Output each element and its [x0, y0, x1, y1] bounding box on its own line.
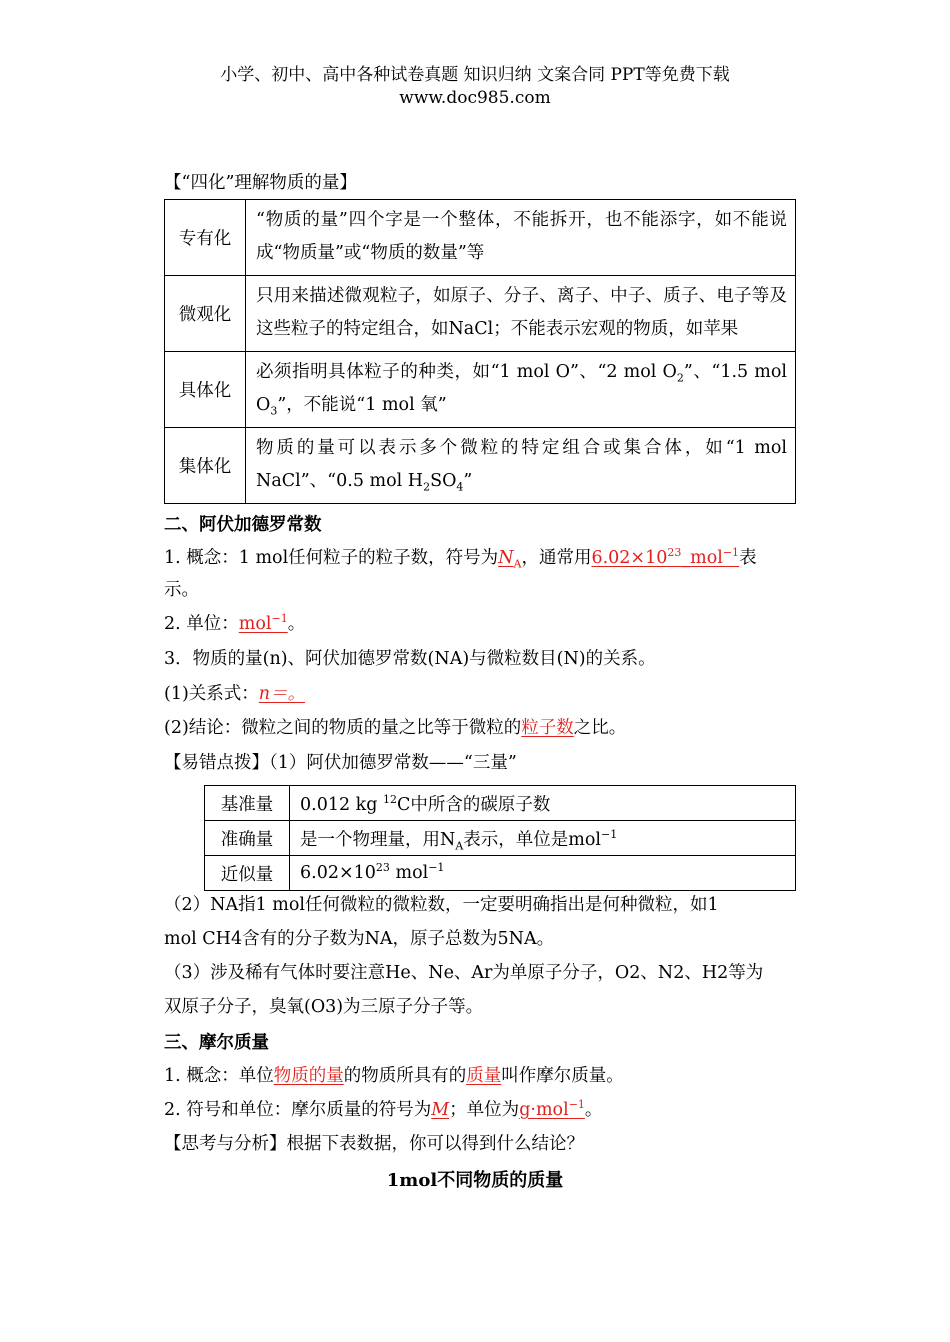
table-key: 微观化	[165, 276, 246, 352]
three-quantities-table	[204, 785, 796, 891]
table-key: 准确量	[205, 821, 290, 856]
table-key: 基准量	[205, 786, 290, 821]
molar-mass-concept: 1. 概念：单位物质的量的物质所具有的质量叫作摩尔质量。	[164, 1066, 624, 1086]
table-value: “物质的量”四个字是一个整体，不能拆开，也不能添字，如不能说成“物质量”或“物质的数量”等	[246, 200, 796, 276]
table-value: 是一个物理量，用$N_A$表示，单位是mol$^{-1}$	[290, 821, 796, 856]
table-row	[205, 786, 796, 821]
table-key: 具体化	[165, 352, 246, 428]
conclusion-line: (2)结论：微粒之间的物质的量之比等于微粒的粒子数之比。	[164, 718, 627, 738]
tip2-line-2: mol CH4含有的分子数为NA，原子总数为5NA。	[164, 929, 555, 949]
header-url: www.doc985.com	[399, 88, 551, 108]
table-value: 必须指明具体粒子的种类，如“1 mol O”、“2 mol $O_2$”、“1.5 mol $O_3$”，不能说“1 mol 氧”	[246, 352, 796, 428]
avogadro-symbol: $N_A$	[498, 548, 522, 571]
table-key: 集体化	[165, 428, 246, 504]
relation-line: 3．物质的量(n)、阿伏加德罗常数(NA)与微粒数目(N)的关系。	[164, 649, 656, 669]
header-line-1: 小学、初中、高中各种试卷真题 知识归纳 文案合同 PPT等免费下载	[220, 65, 730, 85]
section3-heading: 三、摩尔质量	[164, 1033, 269, 1053]
table-value: 物质的量可以表示多个微粒的特定组合或集合体，如“1 mol NaCl”、“0.5 mol $H_2SO_4$”	[246, 428, 796, 504]
section2-heading: 二、阿伏加德罗常数	[164, 515, 322, 535]
table-value: 0.012 kg $^{12}$C中所含的碳原子数	[290, 786, 796, 821]
avogadro-concept: 1. 概念：1 mol任何粒子的粒子数，符号为$N_A$，通常用$6.02\times 10^{23}\_mol^{-1}$表	[164, 546, 757, 571]
tip-heading: 【易错点拨】（1）阿伏加德罗常数——“三量”	[164, 753, 517, 773]
table-row	[205, 821, 796, 856]
formula-line: (1)关系式：n＝。	[164, 684, 306, 704]
table-key: 专有化	[165, 200, 246, 276]
avogadro-concept-wrap: 示。	[164, 580, 199, 600]
table-value: 只用来描述微观粒子，如原子、分子、离子、中子、质子、电子等及这些粒子的特定组合，如NaCl；不能表示宏观的物质，如苹果	[246, 276, 796, 352]
table-row	[205, 856, 796, 891]
table-row	[165, 352, 796, 428]
table-row	[165, 428, 796, 504]
table-row	[165, 200, 796, 276]
table-row	[165, 276, 796, 352]
avogadro-value: $6.02\times 10^{23}\_mol^{-1}$	[591, 546, 740, 568]
molar-mass-symbol: 2. 符号和单位：摩尔质量的符号为M；单位为g·mol$^{-1}$。	[164, 1098, 603, 1120]
page-header	[0, 64, 950, 110]
tip2-line-1: （2）NA指1 mol任何微粒的微粒数，一定要明确指出是何种微粒，如1	[164, 895, 719, 915]
table-title: 1mol不同物质的质量	[386, 1170, 564, 1191]
tip3-line-2: 双原子分子，臭氧(O3)为三原子分子等。	[164, 997, 484, 1017]
four-aspects-table	[164, 199, 796, 504]
section1-heading: 【“四化”理解物质的量】	[164, 173, 357, 193]
table-key: 近似量	[205, 856, 290, 891]
tip3-line-1: （3）涉及稀有气体时要注意He、Ne、Ar为单原子分子，O2、N2、H2等为	[164, 963, 764, 983]
think-line: 【思考与分析】根据下表数据，你可以得到什么结论？	[164, 1134, 584, 1154]
table-value: $6.02\times 10^{23}$ mol$^{-1}$	[290, 856, 796, 891]
avogadro-unit: 2. 单位：mol$^{-1}$。	[164, 612, 306, 634]
